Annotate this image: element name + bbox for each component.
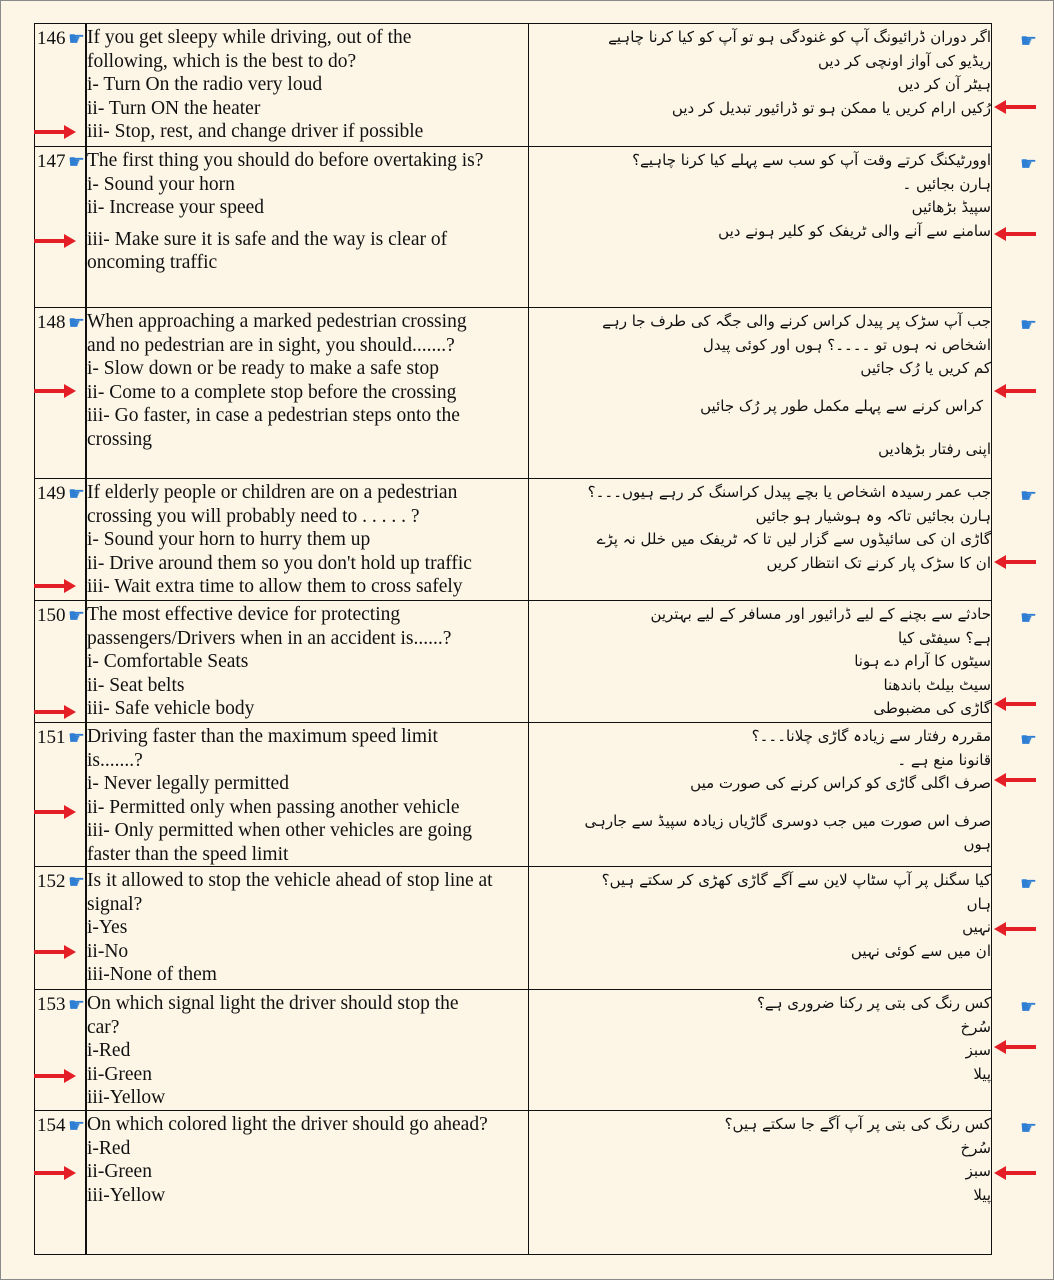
question-text: On which colored light the driver should go ahead? [87, 1114, 488, 1135]
urdu-option: سُرخ [960, 1017, 991, 1036]
urdu-option: کراس کرنے سے پہلے مکمل طور پر رُک جائیں [700, 396, 983, 415]
question-text: crossing you will probably need to . . . . . ? [87, 505, 420, 527]
urdu-option: صرف اگلی گاڑی کو کراس کرنے کی صورت میں [690, 774, 991, 792]
question-english [87, 1113, 527, 1207]
question-number: 146 [37, 28, 66, 49]
option-i: i-Red [87, 1137, 131, 1159]
question-row [35, 1111, 1037, 1254]
question-urdu [533, 603, 991, 721]
option-ii: ii- Turn ON the heater [87, 97, 261, 119]
pointing-hand-icon: ☛ [68, 995, 86, 1016]
question-number: 148 [37, 312, 66, 333]
option-iii: iii- Wait extra time to allow them to cross safely [87, 576, 463, 597]
question-text: When approaching a marked pedestrian crossing [87, 311, 467, 332]
pointing-hand-icon: ☛ [68, 1116, 86, 1137]
question-urdu [533, 26, 991, 120]
answer-arrow-left-icon [34, 125, 76, 139]
question-english [87, 725, 527, 866]
question-urdu [533, 149, 991, 243]
pointing-hand-icon: ☛ [1019, 31, 1037, 52]
answer-arrow-right-icon [994, 384, 1036, 398]
urdu-option: سُرخ [960, 1138, 991, 1157]
pointing-hand-icon: ☛ [1019, 154, 1037, 175]
option-iii: iii- Go faster, in case a pedestrian steps onto the [87, 405, 460, 426]
urdu-option: گاڑی ان کی سائیڈوں سے گزار لیں تا کہ ٹریفک میں خلل نہ پڑے [596, 530, 991, 548]
question-text: Driving faster than the maximum speed limit [87, 726, 438, 747]
urdu-question: کس رنگ کی بتی پر رکنا ضروری ہے؟ [756, 994, 991, 1012]
question-urdu [533, 725, 991, 857]
question-text: passengers/Drivers when in an accident is......? [87, 627, 452, 649]
question-english [87, 992, 527, 1110]
answer-arrow-left-icon [34, 234, 76, 248]
urdu-option: نہیں [962, 918, 991, 936]
option-iii-cont: oncoming traffic [87, 252, 218, 273]
option-ii: ii- Permitted only when passing another vehicle [87, 796, 460, 818]
urdu-option-cont: ہوں [963, 835, 991, 853]
question-text: Is it allowed to stop the vehicle ahead of stop line at [87, 870, 493, 891]
option-i: i-Red [87, 1040, 131, 1061]
pointing-hand-icon: ☛ [68, 313, 86, 334]
answer-arrow-right-icon [994, 100, 1036, 114]
question-english [87, 26, 527, 144]
urdu-option: ہارن بجائیں تاکہ وہ ہوشیار ہو جائیں [755, 506, 991, 525]
question-text: signal? [87, 893, 143, 915]
pointing-hand-icon: ☛ [68, 484, 86, 505]
urdu-option: ہارن بجائیں ۔ [902, 174, 991, 193]
question-row [35, 308, 1037, 479]
urdu-question: مقررہ رفتار سے زیادہ گاڑی چلانا۔۔۔؟ [751, 727, 991, 745]
option-i: i- Sound your horn to hurry them up [87, 529, 371, 550]
pointing-hand-icon: ☛ [1019, 486, 1037, 507]
answer-arrow-left-icon [34, 1069, 76, 1083]
option-iii: iii- Make sure it is safe and the way is clear of [87, 228, 448, 250]
pointing-hand-icon: ☛ [68, 606, 86, 627]
urdu-question: کیا سگنل پر آپ سٹاپ لاین سے آگے گاڑی کھڑی کر سکتے ہیں؟ [601, 871, 991, 889]
pointing-hand-icon: ☛ [1019, 1118, 1037, 1139]
urdu-option: صرف اس صورت میں جب دوسری گاڑیاں زیادہ سپیڈ سے جارہی [584, 811, 991, 830]
option-ii: ii- Seat belts [87, 674, 185, 696]
answer-arrow-right-icon [994, 555, 1036, 569]
urdu-option: ہاں [966, 894, 991, 913]
question-text: On which signal light the driver should stop the [87, 993, 459, 1014]
option-ii: ii-Green [87, 1161, 152, 1182]
pointing-hand-icon: ☛ [1019, 730, 1037, 751]
answer-arrow-left-icon [34, 579, 76, 593]
urdu-question: حادثے سے بچنے کے لیے ڈرائیور اور مسافر کے لیے بہترین [650, 605, 991, 623]
answer-arrow-left-icon [34, 705, 76, 719]
urdu-option: گاڑی کی مضبوطی [873, 699, 991, 717]
pointing-hand-icon: ☛ [68, 872, 86, 893]
question-row [35, 723, 1037, 867]
answer-arrow-left-icon [34, 384, 76, 398]
option-i: i-Yes [87, 917, 128, 938]
question-text: The most effective device for protecting [87, 604, 401, 625]
question-text: and no pedestrian are in sight, you should.......? [87, 334, 455, 356]
urdu-question: جب آپ سڑک پر پیدل کراس کرنے والی جگہ کی طرف جا رہے [602, 312, 991, 330]
question-text: car? [87, 1016, 120, 1038]
question-text: is.......? [87, 749, 143, 771]
question-row [35, 24, 1037, 147]
option-iii: iii-Yellow [87, 1087, 166, 1108]
option-i: i- Slow down or be ready to make a safe stop [87, 358, 439, 379]
option-i: i- Turn On the radio very loud [87, 74, 323, 95]
question-text: following, which is the best to do? [87, 50, 357, 72]
question-number: 153 [37, 994, 66, 1015]
pointing-hand-icon: ☛ [68, 728, 86, 749]
question-urdu [533, 1113, 991, 1207]
question-english [87, 603, 527, 721]
urdu-option: سیٹوں کا آرام دے ہونا [854, 652, 991, 670]
pointing-hand-icon: ☛ [1019, 315, 1037, 336]
question-number: 147 [37, 151, 66, 172]
urdu-option: پیلا [973, 1185, 991, 1204]
question-number: 152 [37, 871, 66, 892]
option-ii: ii- Come to a complete stop before the crossing [87, 381, 457, 403]
urdu-option: ان میں سے کوئی نہیں [850, 941, 991, 960]
urdu-option: پیلا [973, 1064, 991, 1083]
pointing-hand-icon: ☛ [68, 152, 86, 173]
urdu-question: اشخاص نہ ہوں تو ۔۔۔۔؟ ہوں اور کوئی پیدل [702, 335, 991, 354]
urdu-option: سیٹ بیلٹ باندھنا [883, 675, 991, 694]
urdu-question: ہے؟ سیفٹی کیا [897, 628, 991, 647]
question-row [35, 147, 1037, 308]
question-row [35, 990, 1037, 1111]
question-row [35, 479, 1037, 601]
urdu-option: رُکیں ارام کریں یا ممکن ہو تو ڈرائیور تبدیل کر دیں [671, 98, 991, 117]
option-ii: ii- Increase your speed [87, 197, 265, 218]
answer-arrow-left-icon [34, 945, 76, 959]
option-iii: iii-None of them [87, 964, 217, 985]
question-urdu [533, 992, 991, 1086]
urdu-option: ہیٹر آن کر دیں [897, 75, 991, 93]
urdu-question: کس رنگ کی بتی پر آپ آگے جا سکتے ہیں؟ [724, 1115, 991, 1133]
option-iii: iii- Stop, rest, and change driver if possible [87, 121, 424, 142]
question-number: 150 [37, 605, 66, 626]
answer-arrow-left-icon [34, 1166, 76, 1180]
pointing-hand-icon: ☛ [1019, 874, 1037, 895]
option-i: i- Sound your horn [87, 173, 235, 195]
question-english [87, 869, 527, 987]
answer-arrow-right-icon [994, 922, 1036, 936]
question-number: 149 [37, 483, 66, 504]
option-i: i- Comfortable Seats [87, 651, 249, 672]
urdu-option: سپیڈ بڑھائیں [911, 198, 991, 216]
answer-arrow-right-icon [994, 773, 1036, 787]
urdu-option: ان کا سڑک پار کرنے تک انتظار کریں [766, 553, 991, 572]
question-row [35, 867, 1037, 990]
urdu-option: سامنے سے آنے والی ٹریفک کو کلیر ہونے دیں [718, 221, 991, 240]
option-ii: ii-No [87, 940, 129, 962]
option-iii-cont: faster than the speed limit [87, 843, 289, 865]
answer-arrow-right-icon [994, 697, 1036, 711]
question-english [87, 310, 527, 451]
urdu-question: اگر دوران ڈرائیونگ آپ کو غنودگی ہو تو آپ کو کیا کرنا چاہیے [608, 28, 991, 46]
answer-arrow-left-icon [34, 805, 76, 819]
urdu-option: قانونا منع ہے ۔ [897, 750, 991, 769]
urdu-question: اوورٹیکنگ کرتے وقت آپ کو سب سے پہلے کیا کرنا چاہیے؟ [632, 151, 991, 169]
urdu-option: سبز [965, 1041, 991, 1059]
urdu-option: اپنی رفتار بڑھادیں [878, 440, 991, 458]
option-ii: ii-Green [87, 1063, 152, 1085]
question-urdu [533, 310, 991, 462]
question-urdu [533, 481, 991, 575]
urdu-option: ریڈیو کی آواز اونچی کر دیں [818, 51, 991, 70]
pointing-hand-icon: ☛ [1019, 608, 1037, 629]
question-english [87, 149, 527, 275]
question-text: If you get sleepy while driving, out of the [87, 27, 412, 48]
answer-arrow-right-icon [994, 227, 1036, 241]
option-iii: iii- Safe vehicle body [87, 698, 255, 719]
option-iii: iii-Yellow [87, 1184, 166, 1206]
urdu-question: جب عمر رسیدہ اشخاص یا بچے پیدل کراسنگ کر رہے ہیوں۔۔۔؟ [587, 483, 991, 501]
question-number: 151 [37, 727, 66, 748]
question-text: If elderly people or children are on a pedestrian [87, 482, 458, 503]
option-i: i- Never legally permitted [87, 773, 289, 794]
answer-arrow-right-icon [994, 1166, 1036, 1180]
pointing-hand-icon: ☛ [1019, 997, 1037, 1018]
question-english [87, 481, 527, 599]
option-iii: iii- Only permitted when other vehicles are going [87, 820, 473, 841]
answer-arrow-right-icon [994, 1040, 1036, 1054]
option-iii-cont: crossing [87, 428, 152, 450]
pointing-hand-icon: ☛ [68, 29, 86, 50]
option-ii: ii- Drive around them so you don't hold up traffic [87, 552, 472, 574]
question-row [35, 601, 1037, 723]
question-text: The first thing you should do before overtaking is? [87, 150, 484, 171]
question-table [34, 23, 1037, 1255]
urdu-option: کم کریں یا رُک جائیں [860, 359, 991, 377]
question-number: 154 [37, 1115, 66, 1136]
urdu-option: سبز [965, 1162, 991, 1180]
question-urdu [533, 869, 991, 963]
